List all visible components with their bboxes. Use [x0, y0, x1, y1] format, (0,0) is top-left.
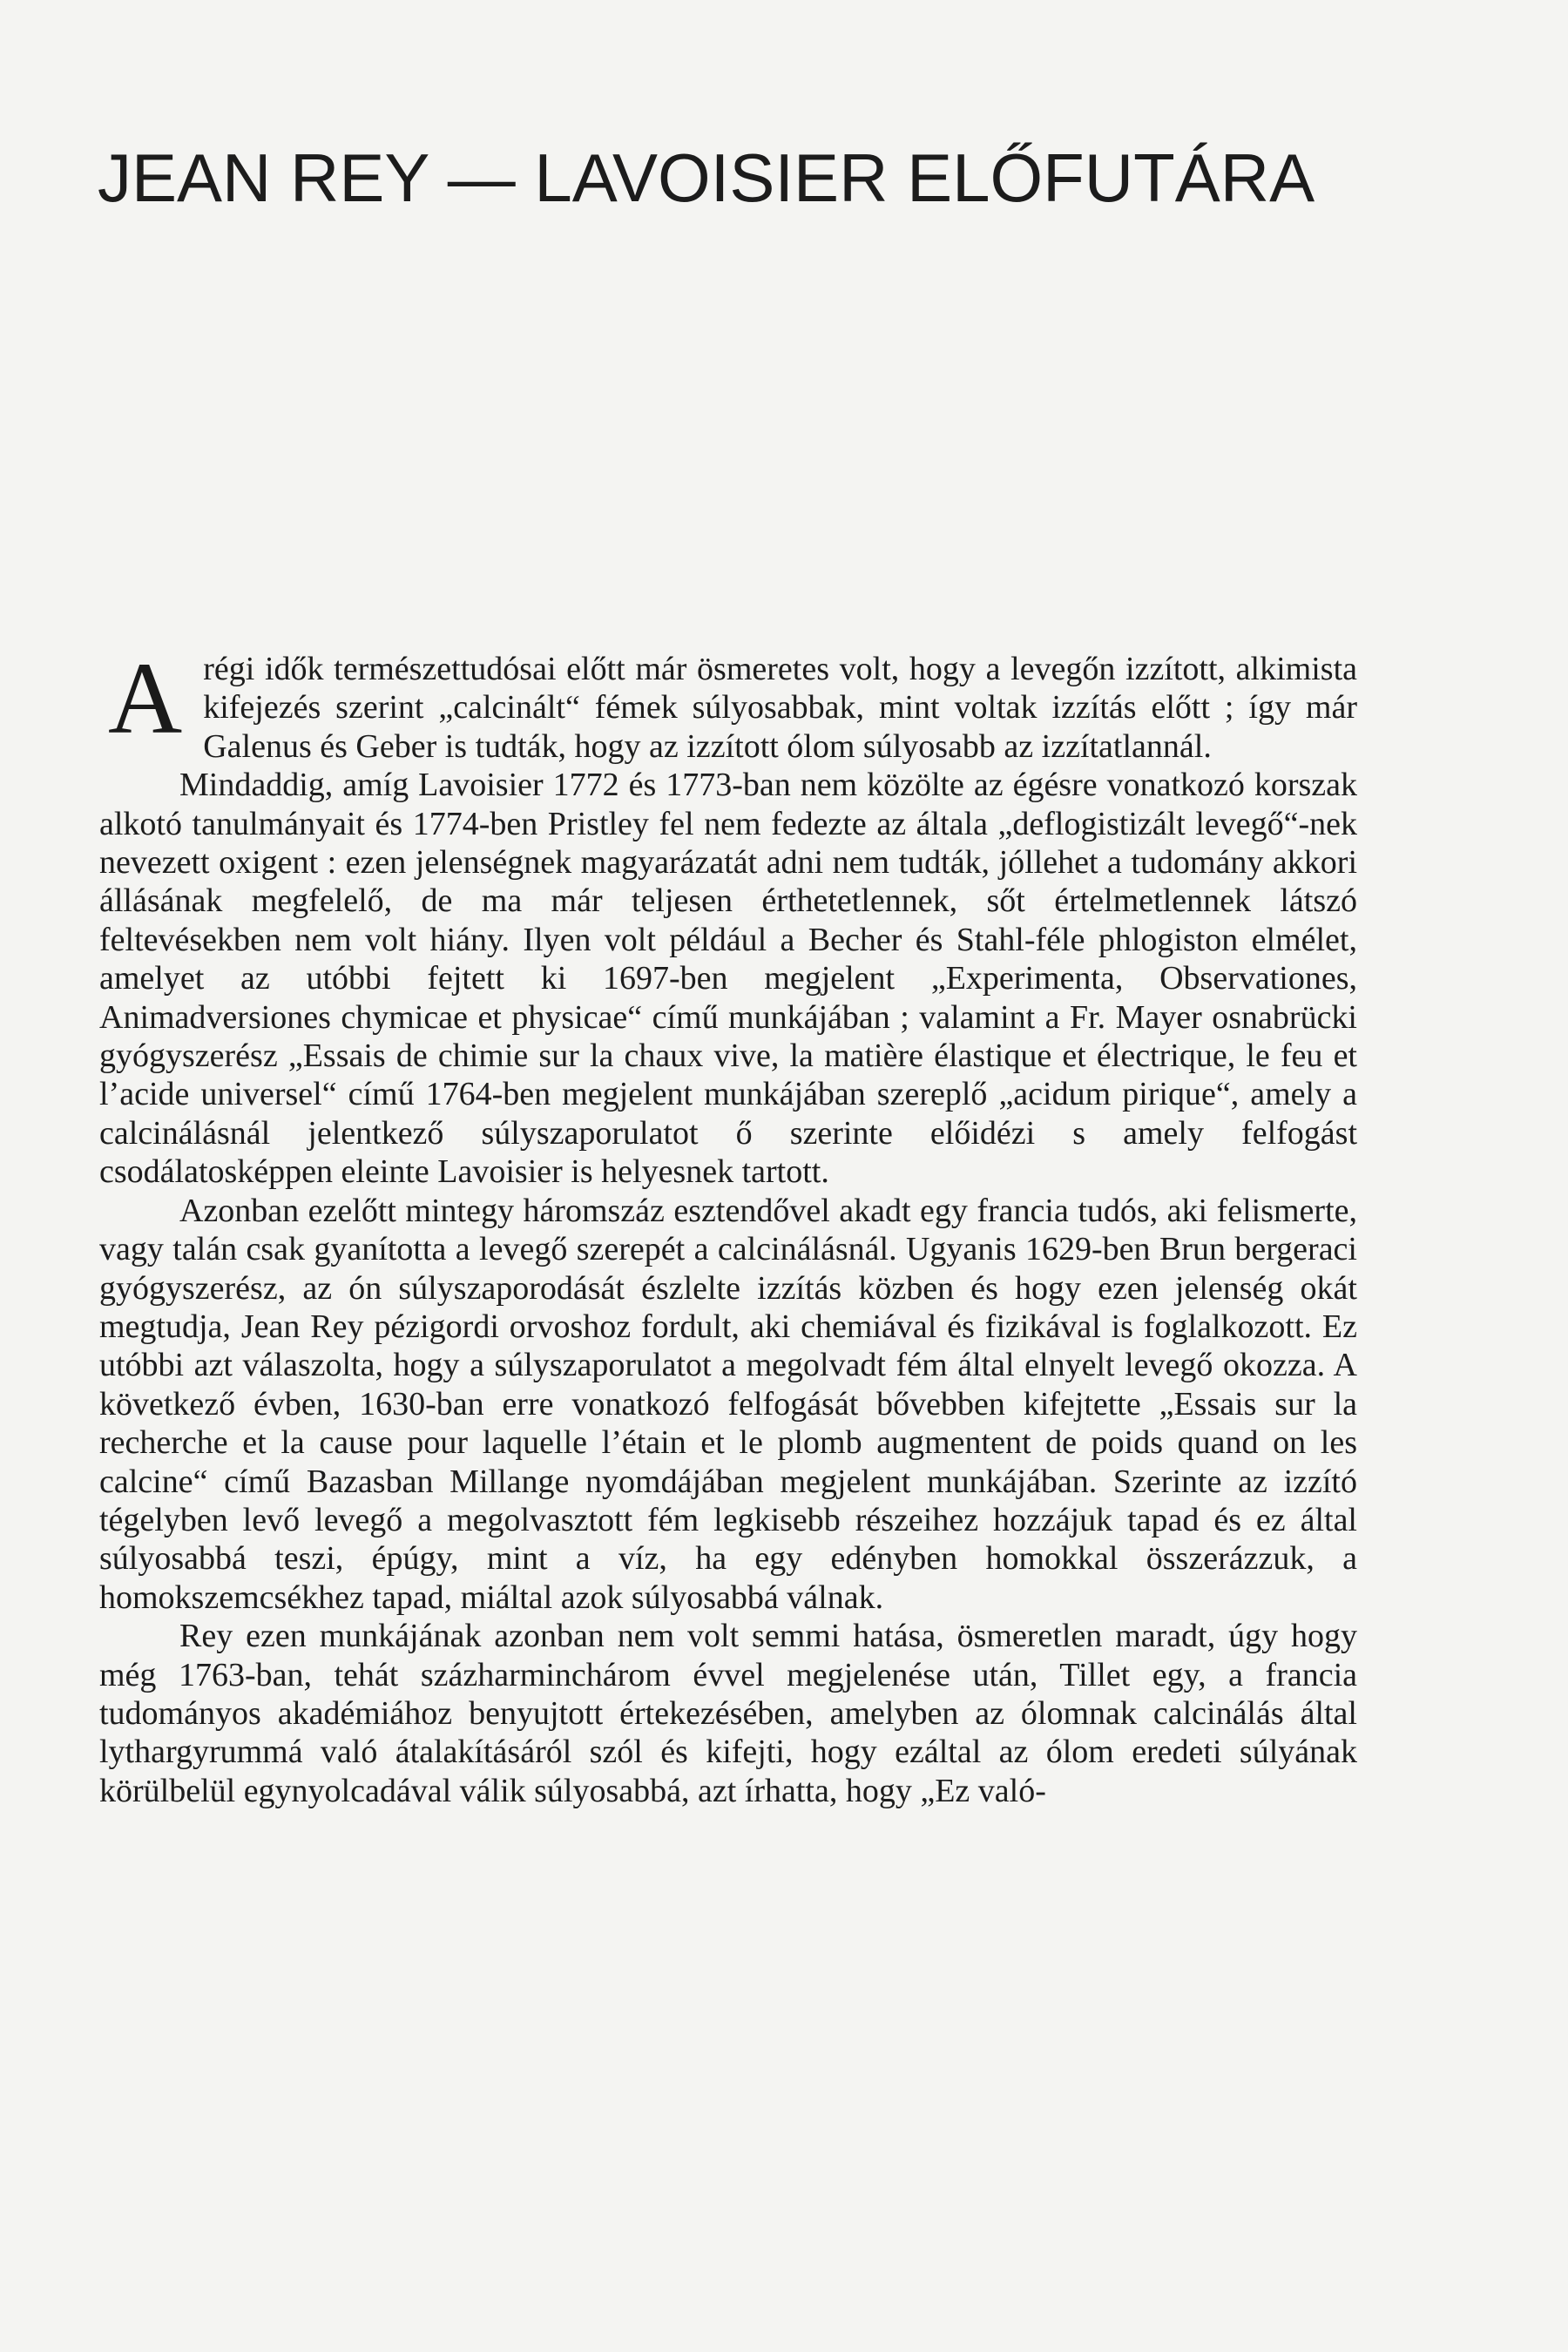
paragraph-3: Azonban ezelőtt mintegy háromszáz esztendővel akadt egy francia tudós, aki felismerte, vagy talán csak gyanította a levegő szerepét a calcinálásnál. Ugyanis 1629-ben Brun bergeraci gyógyszerész, az ón súlyszaporodását észlelte izzítás közben és hogy ezen jelenség okát megtudja, Jean Rey pézigordi orvoshoz fordult, aki chemiával és fizikával is foglalkozott. Ez utóbbi azt válaszolta, hogy a súlyszaporulatot a megolvadt fém által elnyelt levegő okozza. A következő évben, 1630-ban erre vonatkozó felfogását bővebben kifejtette „Essais sur la recherche et la cause pour laquelle l’étain et le plomb augmentent de poids quand on les calcine“ című Bazasban Millange nyomdájában megjelent munkájában. Szerinte az izzító tégelyben levő levegő a megolvasztott fém legkisebb részeihez hozzájuk tapad és ez által súlyosabbá teszi, épúgy, mint a víz, ha egy edényben homokkal összerázzuk, a homokszemcsékhez tapad, miáltal azok súlyosabbá válnak.: [99, 1192, 1357, 1616]
paragraph-4: Rey ezen munkájának azonban nem volt semmi hatása, ösmeretlen maradt, úgy hogy még 1763-ban, tehát százharminchárom évvel megjelenése után, Tillet egy, a francia tudományos akadémiához benyujtott értekezésében, amelyben az ólomnak calcinálás által lythargyrummá való átalakításáról szól és kifejti, hogy ezáltal az ólom eredeti súlyának körülbelül egynyolcadával válik súlyosabbá, azt írhatta, hogy „Ez való-: [99, 1618, 1357, 1809]
paragraph-2: Mindaddig, amíg Lavoisier 1772 és 1773-ban nem közölte az égésre vonatkozó korszak alkotó tanulmányait és 1774-ben Pristley fel nem fedezte az általa „deflogistizált levegő“-nek nevezett oxigent : ezen jelenségnek magyarázatát adni nem tudták, jóllehet a tudomány akkori állásának megfelelő, de ma már teljesen érthetetlennek, sőt értelmetlennek látszó feltevésekben nem volt hiány. Ilyen volt például a Becher és Stahl-féle phlogiston elmélet, amelyet az utóbbi fejtett ki 1697-ben megjelent „Experimenta, Observationes, Animadversiones chymicae et physicae“ című munkájában ; valamint a Fr. Mayer osnabrücki gyógyszerész „Essais de chimie sur la chaux vive, la matière élastique et électrique, le feu et l’acide universel“ című 1764-ben megjelent munkájában szereplő „acidum pirique“, amely a calcinálásnál jelentkező súlyszaporulatot ő szerinte előidézi s amely felfogást csodálatosképpen eleinte Lavoisier is helyesnek tartott.: [99, 767, 1357, 1191]
paragraph-1: [99, 641, 1357, 766]
paragraph-1-text: régi idők természettudósai előtt már ösmeretes volt, hogy a levegőn izzított, alkimista kifejezés szerint „calcinált“ fémek súlyosabbak, mint voltak izzítás előtt ; így már Galenus és Geber is tudták, hogy az izzított ólom súlyosabb az izzítatlannál.: [203, 651, 1357, 765]
article-title: JEAN REY — LAVOISIER ELŐFUTÁRA: [98, 139, 1315, 216]
drop-cap: A: [108, 641, 183, 755]
article-body: [99, 641, 1357, 1810]
